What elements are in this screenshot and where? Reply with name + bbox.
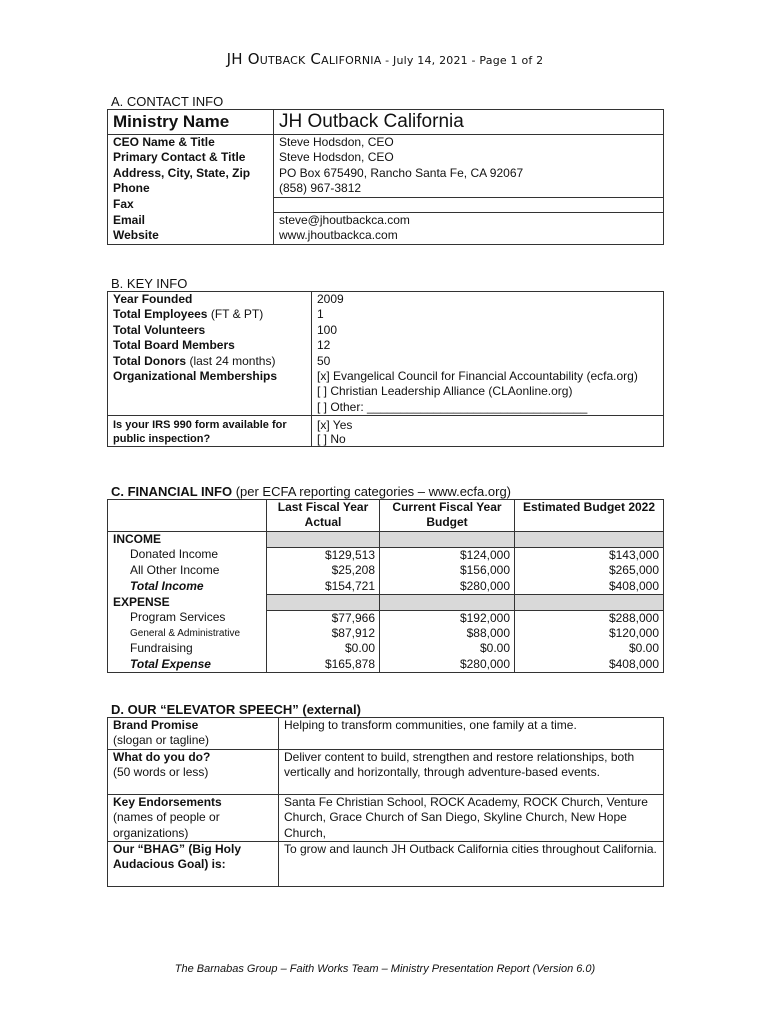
fin-header-blank (108, 500, 267, 532)
contact-label: Primary Contact & Title (108, 150, 274, 165)
header-date-page: - July 14, 2021 - Page 1 of 2 (381, 54, 544, 67)
endorsements-value: Santa Fe Christian School, ROCK Academy, ROCK Church, Venture Church, Grace Church of San Diego, Skyline Church, New Hope Church, (279, 794, 664, 841)
shade-cell (267, 595, 380, 610)
contact-value: Steve Hodsdon, CEO (274, 150, 664, 165)
ministry-name-label: Ministry Name (108, 110, 274, 135)
brand-promise-note: (slogan or tagline) (113, 733, 210, 748)
expense-label: EXPENSE (108, 595, 267, 610)
donors-note: (last 24 months) (186, 353, 276, 368)
total-expense-current: $280,000 (380, 657, 515, 673)
income-label: INCOME (108, 532, 267, 548)
membership-other: [ ] Other: _________________________________ (317, 399, 588, 414)
general-current: $88,000 (380, 626, 515, 641)
fundraising-label: Fundraising (108, 641, 267, 656)
contact-table (107, 109, 664, 245)
shade-cell (380, 532, 515, 548)
general-estimated: $120,000 (515, 626, 664, 641)
header-title-c: C (305, 50, 322, 68)
other-current: $156,000 (380, 563, 515, 578)
endorsements-label: Key Endorsements (113, 794, 222, 809)
brand-promise-label: Brand Promise (113, 718, 199, 732)
year-founded-value: 2009 (312, 292, 664, 308)
total-income-label: Total Income (108, 579, 267, 595)
membership-ecfa: [x] Evangelical Council for Financial Accountability (ecfa.org) (317, 369, 638, 384)
fin-header-estimated: Estimated Budget 2022 (515, 500, 664, 532)
what-do-you-do-label: What do you do? (113, 749, 211, 764)
elevator-table (107, 717, 664, 887)
employees-note: (FT & PT) (207, 307, 264, 322)
donated-last: $129,513 (267, 547, 380, 563)
fin-header-last: Last Fiscal Year Actual (267, 500, 380, 532)
volunteers-value: 100 (312, 323, 664, 338)
contact-value: Steve Hodsdon, CEO (274, 135, 664, 151)
fundraising-last: $0.00 (267, 641, 380, 656)
what-do-you-do-note: (50 words or less) (113, 765, 209, 780)
year-founded-label: Year Founded (108, 292, 312, 308)
key-info-table (107, 291, 664, 447)
contact-value: PO Box 675490, Rancho Santa Fe, CA 92067 (274, 166, 664, 181)
other-income-label: All Other Income (108, 563, 267, 578)
other-last: $25,208 (267, 563, 380, 578)
total-expense-label: Total Expense (108, 657, 267, 673)
contact-label: CEO Name & Title (108, 135, 274, 151)
brand-promise-value: Helping to transform communities, one family at a time. (279, 718, 664, 750)
donors-label: Total Donors (113, 353, 187, 368)
other-estimated: $265,000 (515, 563, 664, 578)
general-last: $87,912 (267, 626, 380, 641)
endorsements-note: (names of people or organizations) (113, 810, 220, 840)
elevator-title: D. OUR “ELEVATOR SPEECH” (external) (111, 702, 361, 717)
header-title-rest-2: ALIFORNIA (321, 54, 382, 67)
what-do-you-do-value: Deliver content to build, strengthen and restore relationships, both vertically and horizontally, through adventure-based events. (279, 749, 664, 794)
bhag-value: To grow and launch JH Outback California cities throughout California. (279, 842, 664, 887)
key-info-section-title: B. KEY INFO (111, 276, 188, 291)
contact-section-title: A. CONTACT INFO (111, 94, 224, 109)
header-title-first: JH O (226, 50, 260, 68)
financial-table (107, 499, 664, 673)
irs-yes-option: [x] Yes (317, 418, 353, 433)
page-header (0, 50, 770, 68)
financial-note: (per ECFA reporting categories – www.ecfa.org) (232, 484, 511, 499)
page-footer: The Barnabas Group – Faith Works Team – Ministry Presentation Report (Version 6.0) (174, 963, 596, 975)
total-income-last: $154,721 (267, 579, 380, 595)
program-current: $192,000 (380, 610, 515, 626)
shade-cell (515, 532, 664, 548)
bhag-label: Our “BHAG” (Big Holy Audacious Goal) is: (108, 842, 279, 887)
board-value: 12 (312, 338, 664, 353)
board-label: Total Board Members (108, 338, 312, 353)
contact-label: Fax (108, 197, 274, 212)
volunteers-label: Total Volunteers (108, 323, 312, 338)
irs-no-option: [ ] No (317, 432, 346, 447)
total-expense-last: $165,878 (267, 657, 380, 673)
total-expense-estimated: $408,000 (515, 657, 664, 673)
donated-income-label: Donated Income (108, 547, 267, 563)
contact-value: www.jhoutbackca.com (274, 228, 664, 244)
shade-cell (515, 595, 664, 610)
contact-label: Email (108, 213, 274, 229)
donors-value: 50 (312, 354, 664, 369)
contact-value: steve@jhoutbackca.com (274, 213, 664, 229)
total-income-current: $280,000 (380, 579, 515, 595)
program-services-label: Program Services (108, 610, 267, 626)
financial-title: C. FINANCIAL INFO (111, 484, 233, 499)
contact-value (274, 197, 664, 212)
irs-label: Is your IRS 990 form available for public inspection? (108, 416, 312, 447)
contact-label: Phone (108, 181, 274, 197)
shade-cell (380, 595, 515, 610)
employees-value: 1 (312, 307, 664, 322)
ministry-name-value: JH Outback California (274, 110, 664, 135)
general-admin-label: General & Administrative (108, 626, 267, 641)
fundraising-estimated: $0.00 (515, 641, 664, 656)
contact-value: (858) 967-3812 (274, 181, 664, 197)
elevator-section-title (111, 702, 361, 717)
program-estimated: $288,000 (515, 610, 664, 626)
donated-current: $124,000 (380, 547, 515, 563)
donated-estimated: $143,000 (515, 547, 664, 563)
shade-cell (267, 532, 380, 548)
fin-header-current: Current Fiscal Year Budget (380, 500, 515, 532)
employees-label: Total Employees (113, 307, 208, 322)
memberships-label: Organizational Memberships (108, 369, 312, 416)
membership-cla: [ ] Christian Leadership Alliance (CLAonline.org) (317, 384, 573, 399)
fundraising-current: $0.00 (380, 641, 515, 656)
contact-label: Address, City, State, Zip (108, 166, 274, 181)
contact-label: Website (108, 228, 274, 244)
program-last: $77,966 (267, 610, 380, 626)
total-income-estimated: $408,000 (515, 579, 664, 595)
financial-section-title (111, 484, 511, 499)
header-title-rest-1: UTBACK (259, 54, 306, 67)
